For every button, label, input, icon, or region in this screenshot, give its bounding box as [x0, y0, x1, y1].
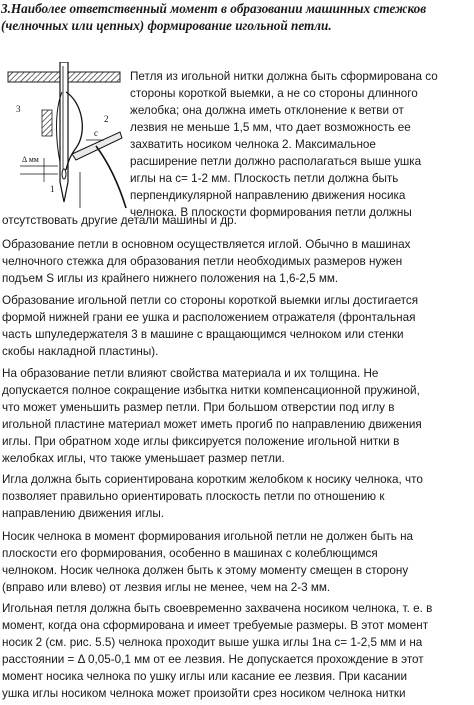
paragraph-needle-orientation: [2, 471, 474, 522]
section-heading: [1, 0, 473, 34]
label-1: 1: [50, 184, 55, 194]
label-delta: Δ мм: [22, 155, 39, 164]
text-line: Игла должна быть сориентирована коротким желобком к носику челнока, что: [2, 473, 423, 486]
text-line: стороны короткой выемки, а не со стороны длинного: [130, 87, 418, 100]
paragraph-loop-formation: [130, 68, 474, 221]
text-line: На образование петли влияют свойства материала и их толщина. Не: [2, 367, 379, 380]
text-line: подъем S иглы из крайнего нижнего положения на 1,6-2,5 мм.: [2, 272, 339, 285]
paragraph-loop-capture: [2, 600, 474, 702]
text-line: ушка иглы носиком челнока может произойти срез носиком челнока нитки: [2, 687, 406, 700]
text-line: лезвия не меньше 1,5 мм, что дает возможность ее: [130, 121, 411, 134]
text-line: Петля из игольной нитки должна быть сформирована со: [130, 70, 438, 83]
paragraph-short-groove: [2, 292, 474, 360]
text-line: перпендикулярной направлению движения носика: [130, 189, 406, 202]
text-line: иглы на с= 1-2 мм. Плоскость петли должна быть: [130, 172, 399, 185]
plate-support: [42, 110, 52, 136]
paragraph-hook-position: [2, 528, 474, 596]
text-line: момент носика челнока по ушку иглы или касание ее лезвия. При касании: [2, 670, 407, 683]
text-line: позволяет правильно ориентировать плоскость петли по отношению к: [2, 490, 385, 503]
text-line: часть шпуледержателя 3 в машине с вращающимся челноком или стенки: [2, 328, 404, 341]
text-line: отсутствовать другие детали машины и др.: [2, 214, 237, 227]
text-line: плоскости его формирования, особенно в машинах с колеблющимся: [2, 547, 378, 560]
text-line: Образование петли в основном осуществляется иглой. Обычно в машинах: [2, 238, 411, 251]
text-line: желобка; она должна иметь отклонение к ветви от: [130, 104, 404, 117]
text-line: что может уменьшить размер петли. При большом отверстии под иглу в: [2, 401, 395, 414]
text-line: игольной пластине материал может иметь прогиб по направлению движения: [2, 418, 422, 431]
label-2: 2: [104, 114, 109, 124]
text-line: допускается полное сокращение избытка нитки компенсационной пружиной,: [2, 384, 420, 397]
text-line: Носик челнока в момент формирования игольной петли не должен быть на: [2, 530, 414, 543]
text-line: желобках иглы, что также уменьшает размер петли.: [2, 452, 285, 465]
text-line: иглы. При обратном ходе иглы фиксируется положение игольной нитки в: [2, 435, 400, 448]
text-line: скобы накладной пластины).: [2, 345, 159, 358]
text-line: челнока. В плоскости формирования петли должны: [130, 206, 412, 219]
label-3: 3: [16, 104, 21, 114]
text-line: Образование игольной петли со стороны короткой выемки иглы достигается: [2, 294, 419, 307]
text-line: носик 2 (см. рис. 5.5) челнока проходит выше ушка иглы 1на с= 1-2,5 мм и на: [2, 636, 423, 649]
paragraph-needle-lift: [2, 236, 474, 287]
text-line: (вправо или влево) от лезвия иглы не менее, чем на 2-3 мм.: [2, 581, 331, 594]
text-line: формой нижней грани ее ушка и расположением отражателя (фронтальная: [2, 311, 416, 324]
text-line: челночного стежка для образования петли необходимых размеров нужен: [2, 255, 403, 268]
text-line: направлению движения иглы.: [2, 507, 164, 520]
text-line: Игольная петля должна быть своевременно захвачена носиком челнока, т. е. в: [2, 602, 433, 615]
needle-loop-diagram: [0, 62, 128, 210]
paragraph-loop-formation-end: [2, 212, 474, 229]
heading-line-1: 3.Наиболее ответственный момент в образовании машинных стежков: [1, 1, 427, 16]
text-line: расширение петли должно располагаться выше ушка: [130, 155, 422, 168]
text-line: захватить носиком челнока 2. Максимальное: [130, 138, 376, 151]
needle-eye: [62, 169, 66, 179]
label-c: с: [94, 128, 98, 138]
heading-line-2: (челночных или цепных) формирование игольной петли.: [1, 18, 332, 33]
text-line: челноком. Носик челнока должен быть к этому моменту смещен в сторону: [2, 564, 409, 577]
paragraph-material: [2, 365, 474, 467]
needle-shape: [60, 62, 68, 202]
text-line: момент, когда она сформирована и имеет требуемые размеры. В этот момент: [2, 619, 429, 632]
text-line: расстоянии = Δ 0,05-0,1 мм от ее лезвия. Не допускается прохождение в этот: [2, 653, 424, 666]
